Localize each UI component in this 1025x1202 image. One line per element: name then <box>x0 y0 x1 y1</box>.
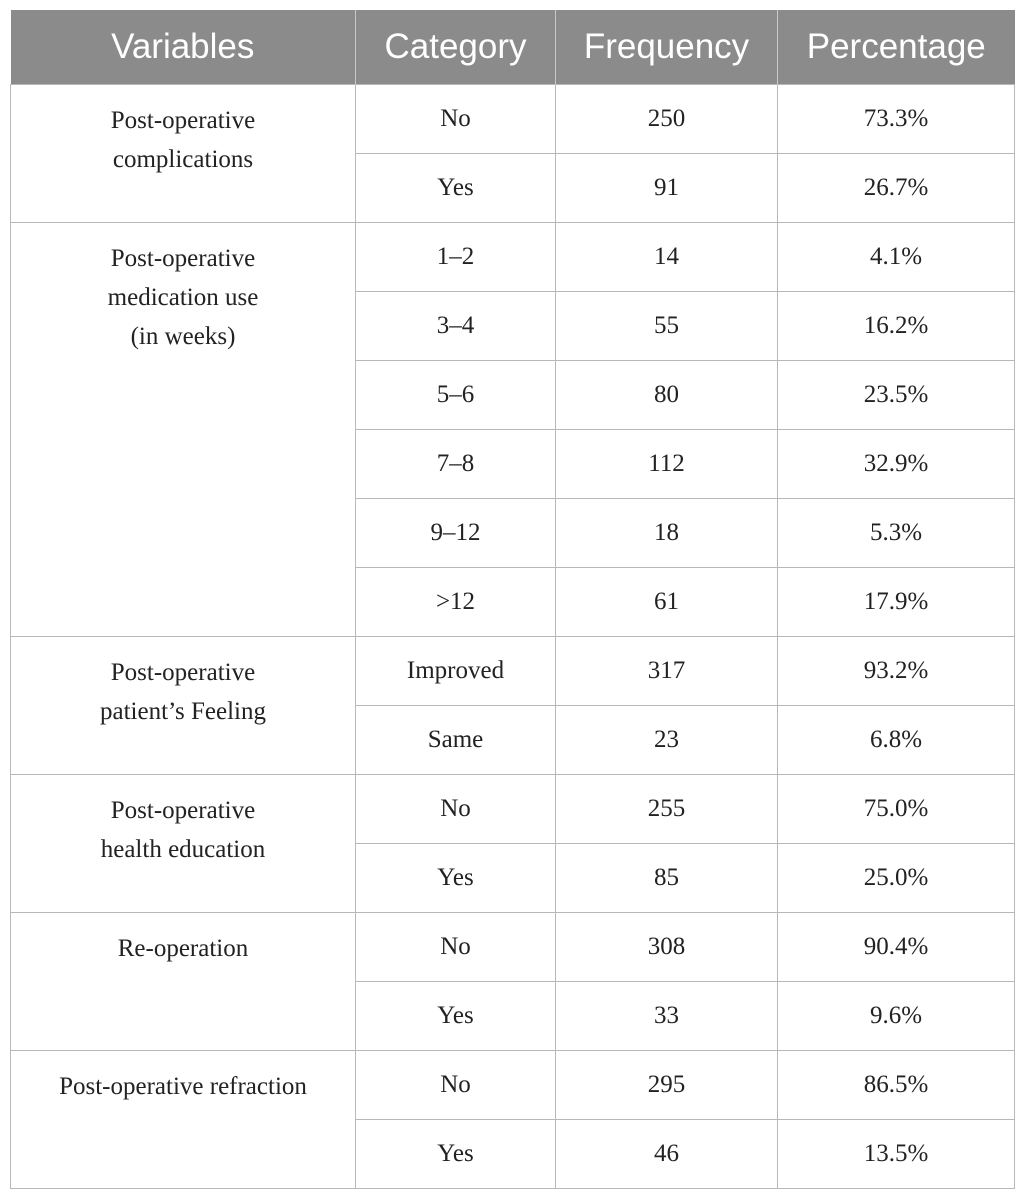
category-cell: 9–12 <box>356 499 556 568</box>
data-table <box>10 10 1015 1189</box>
header-category: Category <box>356 10 556 85</box>
frequency-cell: 91 <box>556 154 778 223</box>
category-cell: 7–8 <box>356 430 556 499</box>
frequency-cell: 33 <box>556 982 778 1051</box>
header-frequency: Frequency <box>556 10 778 85</box>
variable-cell <box>11 775 356 913</box>
percentage-cell: 26.7% <box>778 154 1015 223</box>
frequency-cell: 255 <box>556 775 778 844</box>
frequency-cell: 85 <box>556 844 778 913</box>
percentage-cell: 4.1% <box>778 223 1015 292</box>
category-cell: Same <box>356 706 556 775</box>
variable-cell <box>11 913 356 1051</box>
percentage-cell: 90.4% <box>778 913 1015 982</box>
variable-label-line: patient’s Feeling <box>100 698 266 725</box>
category-cell: Yes <box>356 844 556 913</box>
category-cell: No <box>356 913 556 982</box>
frequency-cell: 61 <box>556 568 778 637</box>
category-cell: Yes <box>356 982 556 1051</box>
frequency-cell: 295 <box>556 1051 778 1120</box>
variable-label-line: medication use <box>107 284 259 311</box>
percentage-cell: 32.9% <box>778 430 1015 499</box>
percentage-cell: 75.0% <box>778 775 1015 844</box>
frequency-cell: 112 <box>556 430 778 499</box>
variable-cell <box>11 637 356 775</box>
frequency-cell: 250 <box>556 85 778 154</box>
percentage-cell: 93.2% <box>778 637 1015 706</box>
variable-label-line: Post-operative <box>110 245 256 272</box>
table-row <box>11 913 1015 982</box>
header-variables: Variables <box>11 10 356 85</box>
category-cell: No <box>356 775 556 844</box>
frequency-cell: 46 <box>556 1120 778 1189</box>
frequency-cell: 14 <box>556 223 778 292</box>
category-cell: Improved <box>356 637 556 706</box>
percentage-cell: 6.8% <box>778 706 1015 775</box>
header-percentage: Percentage <box>778 10 1015 85</box>
header-row <box>11 10 1015 85</box>
variable-label-line: Post-operative <box>110 107 256 134</box>
variable-label-line: Post-operative <box>110 659 256 686</box>
category-cell: Yes <box>356 1120 556 1189</box>
variable-label-line: complications <box>112 146 254 173</box>
percentage-cell: 25.0% <box>778 844 1015 913</box>
category-cell: No <box>356 85 556 154</box>
percentage-cell: 73.3% <box>778 85 1015 154</box>
category-cell: 3–4 <box>356 292 556 361</box>
percentage-cell: 9.6% <box>778 982 1015 1051</box>
table-header <box>11 10 1015 85</box>
table-row <box>11 223 1015 292</box>
frequency-cell: 23 <box>556 706 778 775</box>
category-cell: 1–2 <box>356 223 556 292</box>
frequency-cell: 80 <box>556 361 778 430</box>
category-cell: Yes <box>356 154 556 223</box>
variable-label-line: Post-operative refraction <box>59 1073 307 1100</box>
frequency-cell: 18 <box>556 499 778 568</box>
variable-cell <box>11 85 356 223</box>
percentage-cell: 5.3% <box>778 499 1015 568</box>
category-cell: >12 <box>356 568 556 637</box>
frequency-cell: 308 <box>556 913 778 982</box>
variable-cell <box>11 1051 356 1189</box>
percentage-cell: 16.2% <box>778 292 1015 361</box>
variable-label-line: (in weeks) <box>130 323 236 350</box>
table-row <box>11 85 1015 154</box>
category-cell: No <box>356 1051 556 1120</box>
category-cell: 5–6 <box>356 361 556 430</box>
percentage-cell: 23.5% <box>778 361 1015 430</box>
frequency-cell: 55 <box>556 292 778 361</box>
table-row <box>11 775 1015 844</box>
percentage-cell: 13.5% <box>778 1120 1015 1189</box>
percentage-cell: 17.9% <box>778 568 1015 637</box>
table-body <box>11 85 1015 1189</box>
percentage-cell: 86.5% <box>778 1051 1015 1120</box>
frequency-cell: 317 <box>556 637 778 706</box>
table-row <box>11 637 1015 706</box>
table-row <box>11 1051 1015 1120</box>
variable-label-line: Re-operation <box>117 935 249 962</box>
variable-label-line: health education <box>100 836 266 863</box>
variable-cell <box>11 223 356 637</box>
variable-label-line: Post-operative <box>110 797 256 824</box>
